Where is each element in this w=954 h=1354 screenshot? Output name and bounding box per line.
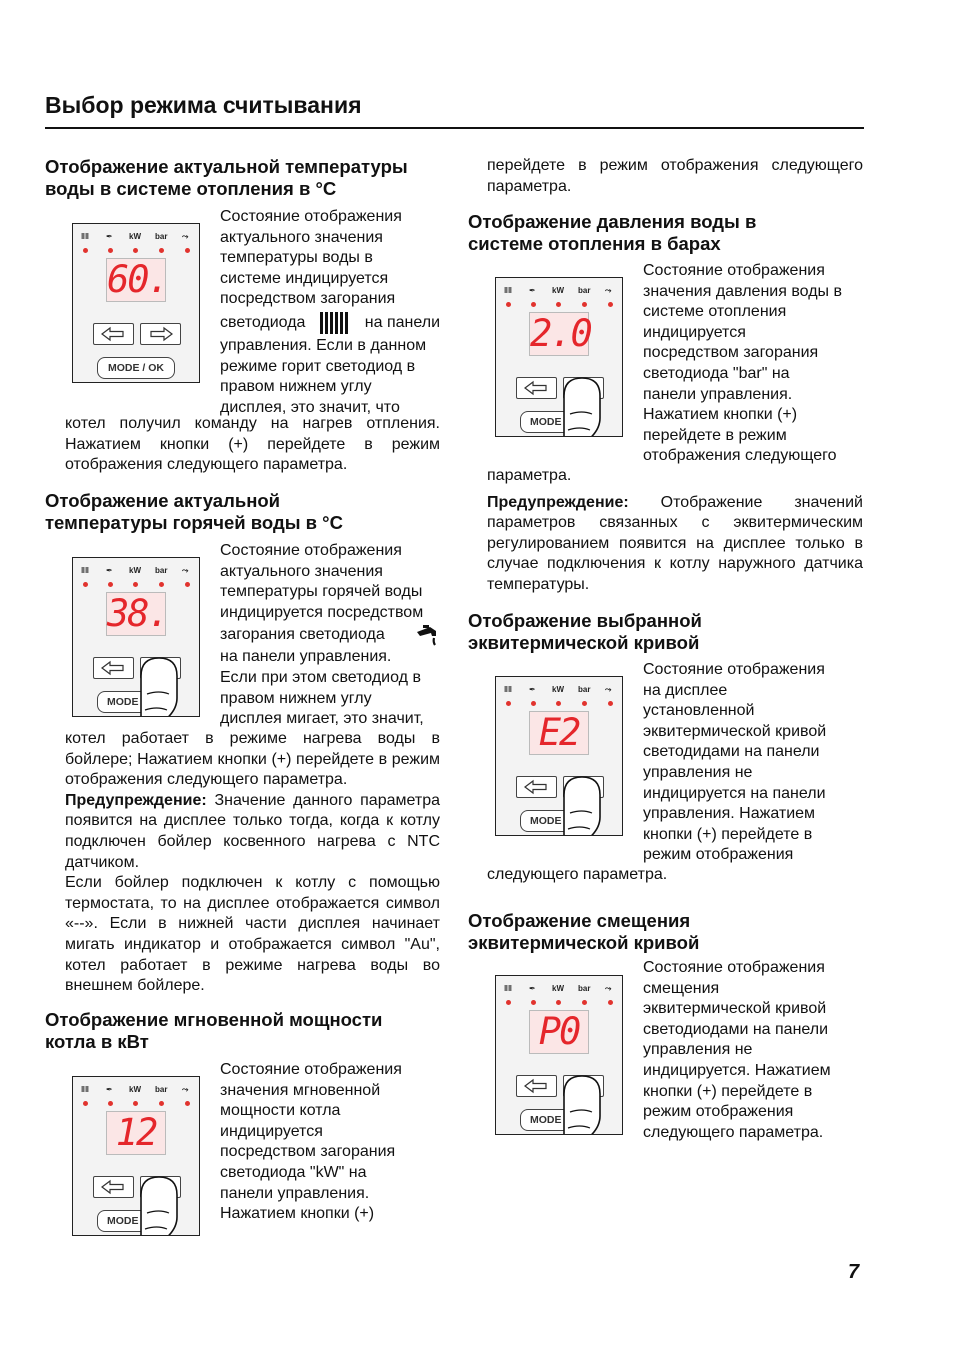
section-title-curve-offset: Отображение смещения эквитермической кривой: [468, 910, 700, 953]
page-number: 7: [848, 1261, 860, 1283]
text-heating-temp: Состояние отображения актуального значения температуры воды в системе индицируется посредством загорания светодиода на панели управления. Если в данном режиме горит светодиод в правом нижнем углу дисплея, это значит, что: [220, 208, 440, 416]
curve-indicator-icon: ⤳: [605, 286, 612, 295]
mode-ok-button[interactable]: MODE: [520, 411, 598, 433]
tap-indicator-icon: ✒: [106, 566, 113, 575]
led-display: [106, 592, 166, 636]
arrow-right-icon: [141, 324, 180, 344]
minus-button[interactable]: [516, 776, 557, 798]
mode-ok-button[interactable]: MODE: [97, 1210, 175, 1232]
heating-indicator-icon: ‖‖: [504, 984, 512, 993]
kw-indicator: kW: [129, 232, 141, 241]
led-display: [106, 258, 166, 302]
led-hot-water: [108, 248, 113, 253]
title-rule: [45, 127, 864, 129]
display-value: 38.: [107, 592, 168, 635]
arrow-left-icon: [94, 1177, 133, 1197]
kw-indicator: kW: [129, 566, 141, 575]
led-display: [529, 312, 589, 356]
bar-indicator: bar: [155, 232, 168, 241]
curve-indicator-icon: ⤳: [182, 232, 189, 241]
display-value: 12: [115, 1111, 157, 1154]
finger-press-icon: [558, 773, 620, 836]
mode-ok-button[interactable]: MODE: [520, 810, 598, 832]
section-title-heating-temp: Отображение актуальной температуры воды в системе отопления в °С: [45, 156, 408, 199]
display-value: P0: [538, 1010, 580, 1053]
kw-indicator: kW: [552, 984, 564, 993]
finger-press-icon: [135, 654, 197, 717]
heating-indicator-icon: ‖‖: [504, 286, 512, 295]
text-hot-water-temp: Состояние отображения актуального значения температуры горячей воды индицируется посредством загорания светодиода на панели управления. Если при этом светодиод в правом нижнем углу дисплея мигает, это значит,: [220, 541, 440, 730]
mode-ok-button[interactable]: MODE: [520, 1109, 598, 1131]
led-bar: [582, 701, 587, 706]
control-panel-curve: [495, 676, 623, 836]
heating-indicator-icon: ‖‖: [81, 566, 89, 575]
arrow-left-icon: [517, 378, 556, 398]
finger-press-icon: [558, 374, 620, 437]
led-display: [529, 711, 589, 755]
led-heating: [506, 701, 511, 706]
bar-indicator: bar: [578, 685, 591, 694]
text-power-carry: перейдете в режим отображения следующего параметра.: [487, 157, 863, 195]
led-kw: [556, 302, 561, 307]
led-hot-water: [108, 582, 113, 587]
display-value: 60.: [107, 258, 168, 301]
tap-indicator-icon: ✒: [106, 1085, 113, 1094]
control-panel-pressure: [495, 277, 623, 437]
kw-indicator: kW: [552, 685, 564, 694]
led-bar: [159, 248, 164, 253]
mode-ok-button[interactable]: MODE / OK: [97, 357, 175, 379]
led-curve: [608, 302, 613, 307]
text-curve: Состояние отображения на дисплее установленной эквитермической кривой светодидами на панели управления не индицируется на панели управления. Нажатием кнопки (+) перейдете в режим отображения: [643, 661, 827, 864]
led-curve: [185, 582, 190, 587]
led-display: [106, 1111, 166, 1155]
tap-indicator-icon: ✒: [106, 232, 113, 241]
tap-indicator-icon: ✒: [529, 685, 536, 694]
led-display: [529, 1010, 589, 1054]
section-title-hot-water-temp: Отображение актуальной температуры горячей воды в °С: [45, 490, 343, 533]
control-panel-power: [72, 1076, 200, 1236]
bar-indicator: bar: [578, 286, 591, 295]
text-pressure: Состояние отображения значения давления воды в системе отопления индицируется посредством загорания светодиода "bar" на панели управления. Нажатием кнопки (+) перейдете в режим отображения следующего: [643, 262, 842, 465]
plus-button[interactable]: [140, 323, 181, 345]
arrow-left-icon: [517, 1076, 556, 1096]
led-heating: [83, 1101, 88, 1106]
warning-pressure: Предупреждение: Отображение значений параметров связанных с эквитермическим регулированием появится на дисплее только в случае подключения к котлу наружного датчика температуры.: [487, 493, 863, 593]
led-bar: [159, 1101, 164, 1106]
led-hot-water: [108, 1101, 113, 1106]
control-panel-curve-offset: [495, 975, 623, 1135]
display-value: E2: [538, 711, 580, 754]
tap-indicator-icon: ✒: [529, 984, 536, 993]
arrow-left-icon: [94, 324, 133, 344]
control-panel-heating-temp: [72, 223, 200, 383]
led-kw: [133, 1101, 138, 1106]
led-curve: [608, 701, 613, 706]
led-kw: [133, 582, 138, 587]
text-curve-tail: следующего параметра.: [487, 866, 668, 883]
led-kw: [556, 1000, 561, 1005]
text-heating-temp-tail: котел получил команду на нагрев отпления. Нажатием кнопки (+) перейдете в режим отображения следующего параметра.: [65, 415, 440, 474]
heating-indicator-icon: ‖‖: [504, 685, 512, 694]
finger-press-icon: [558, 1072, 620, 1135]
page-title: Выбор режима считывания: [45, 92, 362, 118]
warning-hot-water: Предупреждение: Значение данного параметра появится на дисплее только тогда, когда к котлу подключен бойлер косвенного нагрева с NTC датчиком.: [65, 791, 440, 871]
led-hot-water: [531, 701, 536, 706]
text-curve-offset: Состояние отображения смещения эквитермической кривой светодиодами на панели управления не индицируется. Нажатием кнопки (+) перейдете в режим отображения следующего параметра.: [643, 959, 831, 1141]
kw-indicator: kW: [552, 286, 564, 295]
arrow-left-icon: [517, 777, 556, 797]
curve-indicator-icon: ⤳: [605, 984, 612, 993]
bar-indicator: bar: [578, 984, 591, 993]
arrow-left-icon: [94, 658, 133, 678]
led-heating: [506, 1000, 511, 1005]
led-hot-water: [531, 302, 536, 307]
radiator-icon: [318, 310, 352, 336]
heating-indicator-icon: ‖‖: [81, 1085, 89, 1094]
led-hot-water: [531, 1000, 536, 1005]
minus-button[interactable]: [93, 323, 134, 345]
bar-indicator: bar: [155, 566, 168, 575]
minus-button[interactable]: [93, 1176, 134, 1198]
curve-indicator-icon: ⤳: [605, 685, 612, 694]
text-hot-water-temp-tail: котел работает в режиме нагрева воды в бойлере; Нажатием кнопки (+) перейдете в режим отображения следующего параметра. Предупреждение: Значение данного параметра появится на дисплее только тогда, когда к котлу подключен бойлер косвенного нагрева с NTC датчиком. Если бойлер подключен к котлу с помощью термостата, то на дисплее отображается символ «--». Если в нижней части дисплея начинает мигать индикатор и отображается символ "Au", котел работает в режиме нагрева воды во внешнем бойлере.: [65, 730, 440, 995]
section-title-pressure: Отображение давления воды в системе отопления в барах: [468, 211, 757, 254]
kw-indicator: kW: [129, 1085, 141, 1094]
mode-ok-button[interactable]: MODE: [97, 691, 175, 713]
minus-button[interactable]: [516, 377, 557, 399]
led-bar: [582, 1000, 587, 1005]
tap-icon: [414, 623, 440, 647]
curve-indicator-icon: ⤳: [182, 1085, 189, 1094]
led-bar: [582, 302, 587, 307]
led-heating: [83, 582, 88, 587]
led-kw: [133, 248, 138, 253]
led-heating: [506, 302, 511, 307]
minus-button[interactable]: [93, 657, 134, 679]
curve-indicator-icon: ⤳: [182, 566, 189, 575]
minus-button[interactable]: [516, 1075, 557, 1097]
control-panel-hot-water-temp: [72, 557, 200, 717]
led-kw: [556, 701, 561, 706]
led-heating: [83, 248, 88, 253]
led-curve: [185, 1101, 190, 1106]
led-bar: [159, 582, 164, 587]
led-curve: [608, 1000, 613, 1005]
finger-press-icon: [135, 1173, 197, 1236]
section-title-curve: Отображение выбранной эквитермической кривой: [468, 610, 702, 653]
text-power: Состояние отображения значения мгновенной мощности котла индицируется посредством загорания светодиода "kW" на панели управления. Нажатием кнопки (+): [220, 1061, 402, 1223]
display-value: 2.0: [530, 312, 591, 355]
heating-indicator-icon: ‖‖: [81, 232, 89, 241]
section-title-power: Отображение мгновенной мощности котла в кВт: [45, 1009, 383, 1052]
tap-indicator-icon: ✒: [529, 286, 536, 295]
bar-indicator: bar: [155, 1085, 168, 1094]
led-curve: [185, 248, 190, 253]
text-pressure-tail: параметра. Предупреждение: Отображение значений параметров связанных с эквитермическим регулированием появится на дисплее только в случае подключения к котлу наружного датчика температуры.: [487, 466, 863, 596]
